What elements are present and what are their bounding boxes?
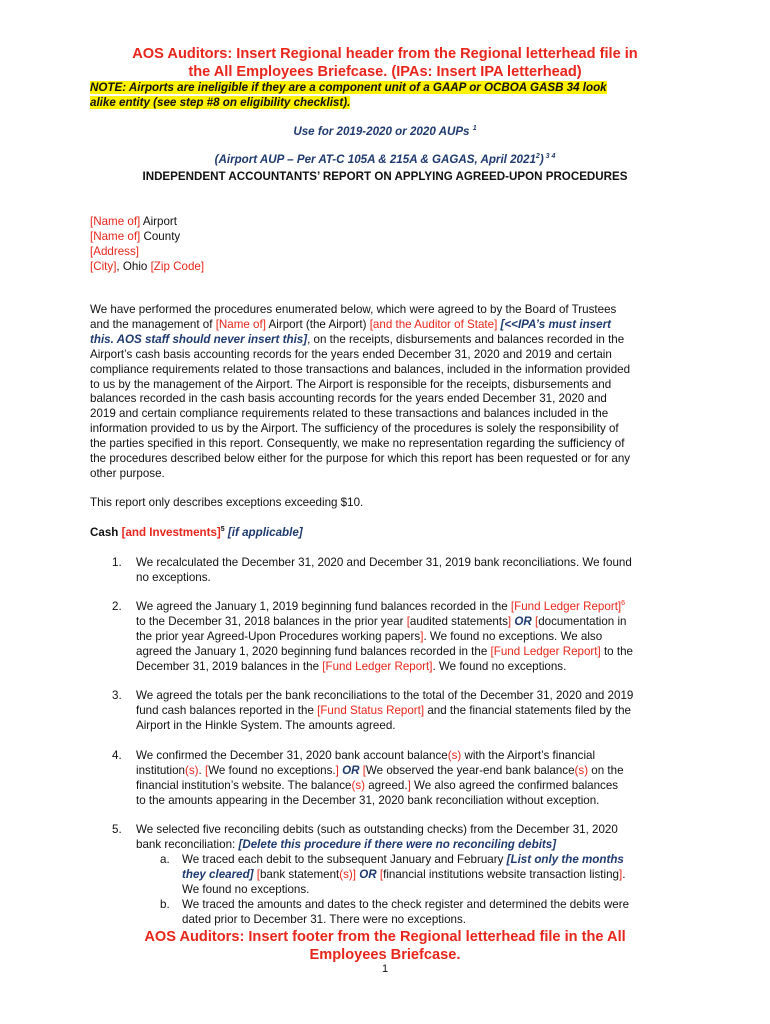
item-line: dated prior to December 31. There were no exceptions. bbox=[182, 912, 466, 926]
item-number: 4. bbox=[112, 749, 122, 762]
text-run: . bbox=[198, 763, 205, 777]
item-line: to the amounts appearing in the December 31, 2020 bank reconciliation without exception. bbox=[136, 793, 600, 807]
procedure-item-3 bbox=[90, 689, 680, 734]
header-line-2: the All Employees Briefcase. (IPAs: Insert IPA letterhead) bbox=[188, 64, 582, 80]
procedure-subitem-5a bbox=[160, 853, 680, 898]
subitem-text bbox=[182, 898, 680, 928]
address-line-county bbox=[90, 229, 204, 244]
address-line-airport bbox=[90, 214, 204, 229]
item-line: We traced the amounts and dates to the check register and determined the debits were bbox=[182, 898, 630, 911]
text-run: (s) bbox=[447, 749, 462, 762]
text-run: institution bbox=[136, 763, 185, 777]
report-title: INDEPENDENT ACCOUNTANTS’ REPORT ON APPLYING AGREED-UPON PROCEDURES bbox=[142, 170, 628, 183]
item-number: 3. bbox=[112, 689, 122, 702]
footnote-ref-2: 2 bbox=[535, 153, 540, 160]
text-run: ] bbox=[407, 778, 411, 792]
text-run: ] bbox=[335, 763, 339, 777]
subitem-letter: a. bbox=[160, 853, 170, 866]
text-run: ] bbox=[352, 867, 357, 881]
procedure-item-5 bbox=[90, 823, 680, 853]
text-run: (s) bbox=[339, 867, 353, 881]
text-run: [Fund Ledger Report] bbox=[510, 600, 622, 613]
text-run: [ bbox=[204, 763, 209, 777]
text-run: [ bbox=[362, 763, 366, 777]
text-run: to the bbox=[600, 644, 633, 658]
item-number: 2. bbox=[112, 600, 122, 613]
if-applicable-note: [if applicable] bbox=[224, 526, 303, 539]
text-run: on the bbox=[588, 763, 624, 777]
footnote-ref-5: 5 bbox=[220, 526, 225, 533]
text-run: ] bbox=[507, 614, 512, 628]
text-run: bank reconciliation: bbox=[136, 837, 239, 851]
airport-label: Airport bbox=[140, 215, 177, 228]
text-run: and the management of bbox=[90, 317, 216, 331]
footer-line-1: AOS Auditors: Insert footer from the Regional letterhead file in the All bbox=[144, 929, 626, 945]
text-run: OR bbox=[511, 614, 535, 628]
intro-line bbox=[90, 318, 680, 333]
item-line: no exceptions. bbox=[136, 570, 211, 584]
text-run: this. AOS staff should never insert this] bbox=[90, 332, 308, 346]
item-line bbox=[136, 615, 680, 630]
item-text bbox=[136, 823, 680, 853]
item-text bbox=[136, 556, 680, 586]
text-run: OR bbox=[356, 867, 380, 881]
procedure-item-1 bbox=[90, 556, 680, 586]
intro-line: to us by the management of the Airport. The Airport is responsible for the receipts, disbursements and bbox=[90, 377, 612, 391]
item-text bbox=[136, 749, 680, 809]
state-label: , Ohio bbox=[116, 260, 151, 273]
text-run: [Fund Ledger Report] bbox=[490, 644, 601, 658]
text-run: [Name of] bbox=[215, 317, 266, 331]
city-placeholder: [City] bbox=[90, 260, 117, 273]
text-run: [ bbox=[253, 867, 260, 881]
text-run: We found no exceptions. bbox=[208, 763, 336, 777]
item-line: We found no exceptions. bbox=[182, 882, 310, 896]
aup-line-text: (Airport AUP – Per AT-C 105A & 215A & GAGAS, April 2021 bbox=[214, 153, 536, 166]
footnote-ref-6: 6 bbox=[621, 600, 626, 607]
text-run: [Delete this procedure if there were no reconciling debits] bbox=[238, 837, 557, 851]
text-run: We also agreed the confirmed balances bbox=[410, 778, 619, 792]
text-run: agreed. bbox=[365, 778, 408, 792]
item-line bbox=[136, 749, 680, 764]
item-line bbox=[136, 630, 680, 645]
text-run: We confirmed the December 31, 2020 bank account balance bbox=[136, 749, 448, 762]
text-run: ] bbox=[420, 629, 424, 643]
note-line-2: alike entity (see step #8 on eligibility checklist). bbox=[90, 96, 351, 109]
intro-paragraph bbox=[90, 303, 680, 482]
text-run: [ bbox=[406, 614, 410, 628]
text-run: [ bbox=[379, 867, 384, 881]
procedure-subitem-5b bbox=[160, 898, 680, 928]
intro-line: compliance requirements related to those transactions and balances, included in the information provided bbox=[90, 362, 631, 376]
text-run: financial institution’s website. The balance bbox=[136, 778, 352, 792]
text-run: fund cash balances reported in the bbox=[136, 703, 318, 717]
use-for-line bbox=[80, 125, 690, 138]
cash-label: Cash bbox=[90, 526, 122, 539]
regional-header-placeholder bbox=[80, 45, 690, 81]
item-text bbox=[136, 689, 680, 734]
text-run: . We found no exceptions. bbox=[432, 659, 567, 673]
aup-line-close: ) bbox=[539, 153, 544, 166]
subitem-text bbox=[182, 853, 680, 898]
item-line bbox=[136, 660, 680, 675]
text-run: (s) bbox=[184, 763, 199, 777]
text-run: (s) bbox=[351, 778, 366, 792]
procedure-item-2 bbox=[90, 600, 680, 675]
text-run: the prior year Agreed-Upon Procedures working papers bbox=[136, 629, 421, 643]
page-number: 1 bbox=[381, 963, 389, 975]
addressee-block bbox=[90, 214, 204, 274]
text-run: they cleared] bbox=[182, 867, 254, 881]
text-run: [ bbox=[534, 614, 539, 628]
item-line bbox=[136, 838, 680, 853]
text-run: [Fund Status Report] bbox=[317, 703, 425, 717]
zip-placeholder: [Zip Code] bbox=[150, 260, 205, 273]
intro-line: balances recorded in the cash basis accounting records for the years ended December 31, 2020 and bbox=[90, 392, 607, 406]
county-label: County bbox=[140, 230, 181, 243]
text-run: [List only the months bbox=[506, 853, 624, 866]
item-line: Airport in the Hinkle System. The amounts agreed. bbox=[136, 718, 396, 732]
text-run: financial institutions website transaction listing bbox=[383, 867, 619, 881]
intro-line bbox=[90, 333, 680, 348]
intro-line: the parties specified in this report. Consequently, we make no representation regarding the sufficiency of bbox=[90, 437, 625, 451]
text-run: ] bbox=[618, 867, 623, 881]
item-line bbox=[136, 645, 680, 660]
text-run: [Fund Ledger Report] bbox=[322, 659, 433, 673]
item-line bbox=[136, 704, 680, 719]
intro-line: information provided to us by the Airport. The sufficiency of the procedures is solely the responsibility of bbox=[90, 422, 619, 436]
intro-line: We have performed the procedures enumerated below, which were agreed to by the Board of Trustees bbox=[90, 303, 617, 316]
item-line: We recalculated the December 31, 2020 and December 31, 2019 bank reconciliations. We found bbox=[136, 556, 632, 569]
intro-line: Airport’s cash basis accounting records for the years ended December 31, 2020 and 2019 and certain bbox=[90, 347, 612, 361]
item-line bbox=[182, 868, 680, 883]
text-run: bank statement bbox=[259, 867, 340, 881]
cash-section-heading bbox=[90, 526, 680, 541]
exceptions-threshold-line: This report only describes exceptions exceeding $10. bbox=[90, 496, 364, 509]
item-number: 5. bbox=[112, 823, 122, 836]
text-run: We traced each debit to the subsequent January and February bbox=[182, 853, 507, 866]
item-line: We selected five reconciling debits (such as outstanding checks) from the December 31, 2020 bbox=[136, 823, 618, 836]
footnote-ref-3-4: 3 4 bbox=[543, 153, 556, 160]
text-run: [and the Auditor of State] bbox=[369, 317, 498, 331]
intro-line: the procedures described below either for the purpose for which this report has been requested or for any bbox=[90, 452, 631, 466]
text-run: . bbox=[622, 867, 626, 881]
text-run: We observed the year-end bank balance bbox=[365, 763, 575, 777]
item-line bbox=[182, 853, 680, 868]
footnote-ref-1: 1 bbox=[472, 125, 477, 132]
intro-line: 2019 and certain compliance requirements related to these transactions and balances included in the bbox=[90, 407, 609, 421]
item-line bbox=[136, 764, 680, 779]
investments-placeholder: [and Investments] bbox=[121, 526, 221, 539]
address-placeholder: [Address] bbox=[90, 245, 139, 258]
text-run: audited statements bbox=[409, 614, 508, 628]
intro-line: other purpose. bbox=[90, 466, 165, 480]
footer-line-2: Employees Briefcase. bbox=[309, 947, 461, 963]
item-line bbox=[136, 600, 680, 615]
regional-footer-placeholder bbox=[80, 928, 690, 964]
note-line-1: NOTE: Airports are ineligible if they are a component unit of a GAAP or OCBOA GASB 34 look bbox=[90, 81, 607, 94]
text-run: to the December 31, 2018 balances in the prior year bbox=[136, 614, 407, 628]
text-run: We agreed the January 1, 2019 beginning fund balances recorded in the bbox=[136, 600, 511, 613]
address-line-city bbox=[90, 259, 204, 274]
text-run: Airport (the Airport) bbox=[265, 317, 370, 331]
text-run: agreed the January 1, 2020 beginning fund balances recorded in the bbox=[136, 644, 491, 658]
text-run: . We found no exceptions. We also bbox=[423, 629, 603, 643]
aup-standards-line bbox=[80, 153, 690, 166]
name-placeholder: [Name of] bbox=[90, 215, 141, 228]
item-line: We agreed the totals per the bank reconciliations to the total of the December 31, 2020 and 2019 bbox=[136, 689, 634, 702]
text-run: documentation in bbox=[538, 614, 627, 628]
text-run: December 31, 2019 balances in the bbox=[136, 659, 323, 673]
procedure-item-4 bbox=[90, 749, 680, 809]
item-number: 1. bbox=[112, 556, 122, 569]
item-text bbox=[136, 600, 680, 675]
name-placeholder: [Name of] bbox=[90, 230, 141, 243]
text-run: with the Airport’s financial bbox=[461, 749, 596, 762]
use-for-text: Use for 2019-2020 or 2020 AUPs bbox=[293, 125, 470, 138]
text-run: , on the receipts, disbursements and balances recorded in the bbox=[307, 332, 625, 346]
text-run: (s) bbox=[574, 763, 589, 777]
text-run: OR bbox=[338, 763, 363, 777]
text-run: [<<IPA’s must insert bbox=[497, 317, 611, 331]
subitem-letter: b. bbox=[160, 898, 170, 911]
item-line bbox=[136, 779, 680, 794]
header-line-1: AOS Auditors: Insert Regional header from the Regional letterhead file in bbox=[132, 46, 638, 62]
text-run: and the financial statements filed by the bbox=[424, 703, 631, 717]
eligibility-note bbox=[90, 80, 690, 110]
